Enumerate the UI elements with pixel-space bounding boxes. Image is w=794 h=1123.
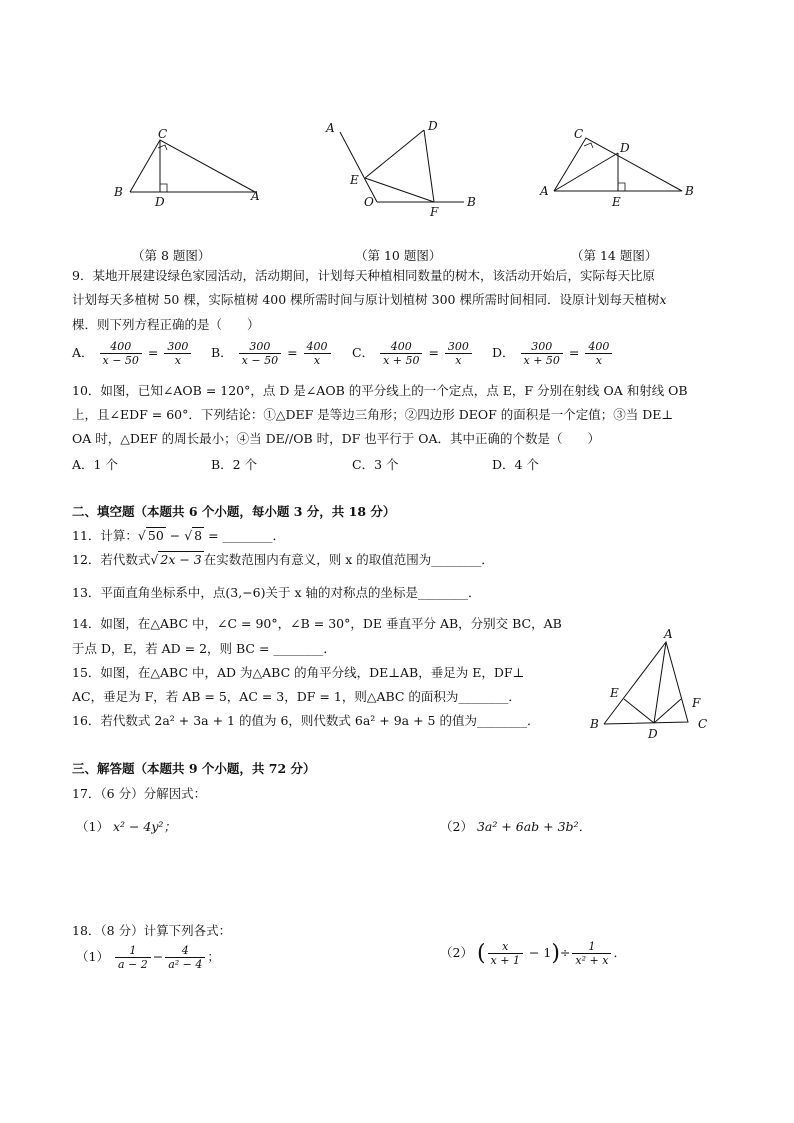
q18-p1-den-1: a − 2 <box>117 958 148 971</box>
q10-option-d[interactable]: D．4 个 <box>492 457 539 472</box>
fig10-label-b: B <box>467 195 476 209</box>
fig15-label-a: A <box>664 627 673 641</box>
q12-suffix: 在实数范围内有意义，则 x 的取值范围为________． <box>203 552 494 567</box>
q9-c-right-den: x <box>455 354 462 367</box>
fig10-label-e: E <box>350 173 359 187</box>
q9-option-a[interactable]: A． $\frac{400}{x - 50}$ = $\frac{300}{x}$ <box>72 340 193 367</box>
q16: 16．若代数式 2a² + 3a + 1 的值为 6，则代数式 6a² + 9a + 5 的值为________． <box>72 713 540 728</box>
q18-part-1 <box>76 944 220 971</box>
fig15-label-b: B <box>590 717 599 731</box>
q10-option-b[interactable]: B．2 个 <box>211 457 258 472</box>
q18-p2-num-2: 1 <box>572 940 611 954</box>
q9-a-left-den: x − 50 <box>102 354 139 367</box>
q18-p2-den-2: x² + x <box>575 954 609 967</box>
fig10-label-d: D <box>428 119 438 133</box>
fig15-label-c: C <box>698 717 708 731</box>
fig14-label-d: D <box>620 141 630 155</box>
q17-part-1 <box>76 817 176 835</box>
q17-part-2-expr: 3a² + 6ab + 3b²． <box>476 819 592 834</box>
q11-radicand-1: 50 <box>147 528 164 543</box>
q15-line-1: 15．如图，在△ABC 中，AD 为△ABC 的角平分线，DE⊥AB，垂足为 E，DF⊥ <box>72 665 525 680</box>
q10-option-a[interactable]: A．1 个 <box>72 457 118 472</box>
q18-p2-num-1: x <box>488 940 523 954</box>
q18-p2-den-1: x + 1 <box>490 954 520 967</box>
q18-p2-minus-one: − 1 <box>524 945 552 960</box>
q18-title: 18．（8 分）计算下列各式： <box>72 923 232 938</box>
q17-title: 17．（6 分）分解因式： <box>72 786 207 801</box>
q14-line-2: 于点 D，E，若 AD = 2，则 BC = ________． <box>72 641 336 656</box>
q9-option-b-label: B． <box>211 345 233 360</box>
q18-part-2-label: （2） <box>440 945 473 960</box>
q18-p1-num-2: 4 <box>165 944 205 958</box>
q17-part-1-expr: x² − 4y²； <box>112 819 176 834</box>
q11-minus: − <box>165 528 185 543</box>
q9-option-c-label: C． <box>352 345 375 360</box>
q9-line-2-text: 计划每天多植树 50 棵，实际植树 400 棵所需时间与原计划植树 300 棵所需时间相同．设原计划每天植树 <box>72 292 660 307</box>
q9-option-c[interactable]: C． $\frac{400}{x + 50}$ = $\frac{300}{x}$ <box>352 340 474 367</box>
q12-prefix: 12．若代数式 <box>72 552 151 567</box>
q9-b-left-den: x − 50 <box>241 354 279 367</box>
q11-suffix: = ________． <box>204 528 286 543</box>
q9-d-left-den: x + 50 <box>523 354 560 367</box>
q9-b-left-num: 300 <box>239 340 281 354</box>
fig14-label-c: C <box>574 127 584 141</box>
fig8-label-d: D <box>155 195 165 209</box>
q9-c-left-den: x + 50 <box>383 354 420 367</box>
figure-8-caption: （第 8 题图） <box>132 248 211 263</box>
q9-d-left-num: 300 <box>521 340 563 354</box>
fig15-label-d: D <box>648 727 658 741</box>
q9-b-right-den: x <box>313 354 321 367</box>
q9-a-right-den: x <box>174 354 181 367</box>
q10-line-2: 上，且∠EDF = 60°．下列结论：①△DEF 是等边三角形；②四边形 DEOF 的面积是一个定值；③当 DE⊥ <box>72 407 674 422</box>
q9-option-d[interactable]: D． $\frac{300}{x + 50}$ = $\frac{400}{x}$ <box>492 340 614 367</box>
q15-line-2: AC，垂足为 F，若 AB = 5，AC = 3，DF = 1，则△ABC 的面积为________． <box>72 689 521 704</box>
q9-a-right-num: 300 <box>164 340 191 354</box>
q11-radicand-2: 8 <box>194 528 203 543</box>
q18-p2-end: ． <box>613 945 626 960</box>
q14-line-1: 14．如图，在△ABC 中，∠C = 90°，∠B = 30°，DE 垂直平分 AB，分别交 BC，AB <box>72 616 562 631</box>
q13: 13．平面直角坐标系中，点(3,−6)关于 x 轴的对称点的坐标是________． <box>72 585 481 600</box>
q9-option-d-label: D． <box>492 345 515 360</box>
q12: 12．若代数式√ 2x − 3 在实数范围内有意义，则 x 的取值范围为________． <box>72 552 494 567</box>
q18-part-2: （2） ( $\frac{x}{x + 1}$ − 1)÷ $\frac{1}{\text{x² + x}}$ ． <box>440 940 626 967</box>
figure-14-caption: （第 14 题图） <box>571 248 658 263</box>
fig15-label-e: E <box>610 686 619 700</box>
q9-line-3: 棵．则下列方程正确的是（ ） <box>72 317 260 332</box>
figure-15-diagram <box>584 624 714 742</box>
figure-10-diagram <box>320 118 485 218</box>
q17-part-1-label: （1） <box>76 819 109 834</box>
fig8-label-c: C <box>158 127 168 141</box>
fig14-label-e: E <box>612 195 621 209</box>
fig10-label-o: O <box>364 195 374 209</box>
q17-part-2-label: （2） <box>440 819 473 834</box>
q9-line-2 <box>72 291 667 309</box>
q18-p1-minus: − <box>152 949 164 964</box>
section-3-title: 三、解答题（本题共 9 个小题，共 72 分） <box>72 761 316 776</box>
q12-radicand: 2x − 3 <box>160 552 202 567</box>
q9-b-right-num: 400 <box>304 340 331 354</box>
q17-part-2 <box>440 817 591 835</box>
q9-line-1: 9．某地开展建设绿色家园活动，活动期间，计划每天种植相同数量的树木，该活动开始后，实际每天比原 <box>72 268 655 283</box>
fig10-label-f: F <box>430 205 439 218</box>
q9-option-a-label: A． <box>72 345 94 360</box>
q18-part-1-label: （1） <box>76 949 109 964</box>
q10-line-1: 10．如图，已知∠AOB = 120°，点 D 是∠AOB 的平分线上的一个定点，点 E，F 分别在射线 OA 和射线 OB <box>72 383 688 398</box>
figure-10-caption: （第 10 题图） <box>355 248 442 263</box>
fig14-label-a: A <box>540 184 549 198</box>
fig10-label-a: A <box>326 121 335 135</box>
q9-a-left-num: 400 <box>100 340 142 354</box>
q10-line-3: OA 时，△DEF 的周长最小；④当 DE//OB 时，DF 也平行于 OA．其中正确的个数是（ ） <box>72 431 601 446</box>
q11-prefix: 11．计算： <box>72 528 138 543</box>
q18-p2-divide: ÷ <box>559 945 571 960</box>
figure-8-diagram <box>108 126 268 210</box>
q10-option-c[interactable]: C．3 个 <box>352 457 399 472</box>
q9-d-right-den: x <box>595 354 602 367</box>
q18-p1-end: ； <box>207 949 220 964</box>
fig8-label-a: A <box>251 189 260 203</box>
q9-c-left-num: 400 <box>380 340 422 354</box>
q11: 11．计算：√ 50 − √ 8 = ________． <box>72 528 286 543</box>
fig15-label-f: F <box>692 696 701 710</box>
q9-d-right-num: 400 <box>585 340 612 354</box>
q9-c-right-num: 300 <box>445 340 472 354</box>
section-2-title: 二、填空题（本题共 6 个小题，每小题 3 分，共 18 分） <box>72 504 396 519</box>
q9-option-b[interactable]: B． $\frac{300}{x - 50}$ = $\frac{400}{x}$ <box>211 340 333 367</box>
q18-p1-den-2: a² − 4 <box>168 958 203 971</box>
fig14-label-b: B <box>685 184 694 198</box>
q9-variable: x <box>659 292 667 307</box>
q18-p1-num-1: 1 <box>115 944 151 958</box>
fig8-label-b: B <box>114 185 123 199</box>
figure-14-diagram <box>536 124 706 212</box>
